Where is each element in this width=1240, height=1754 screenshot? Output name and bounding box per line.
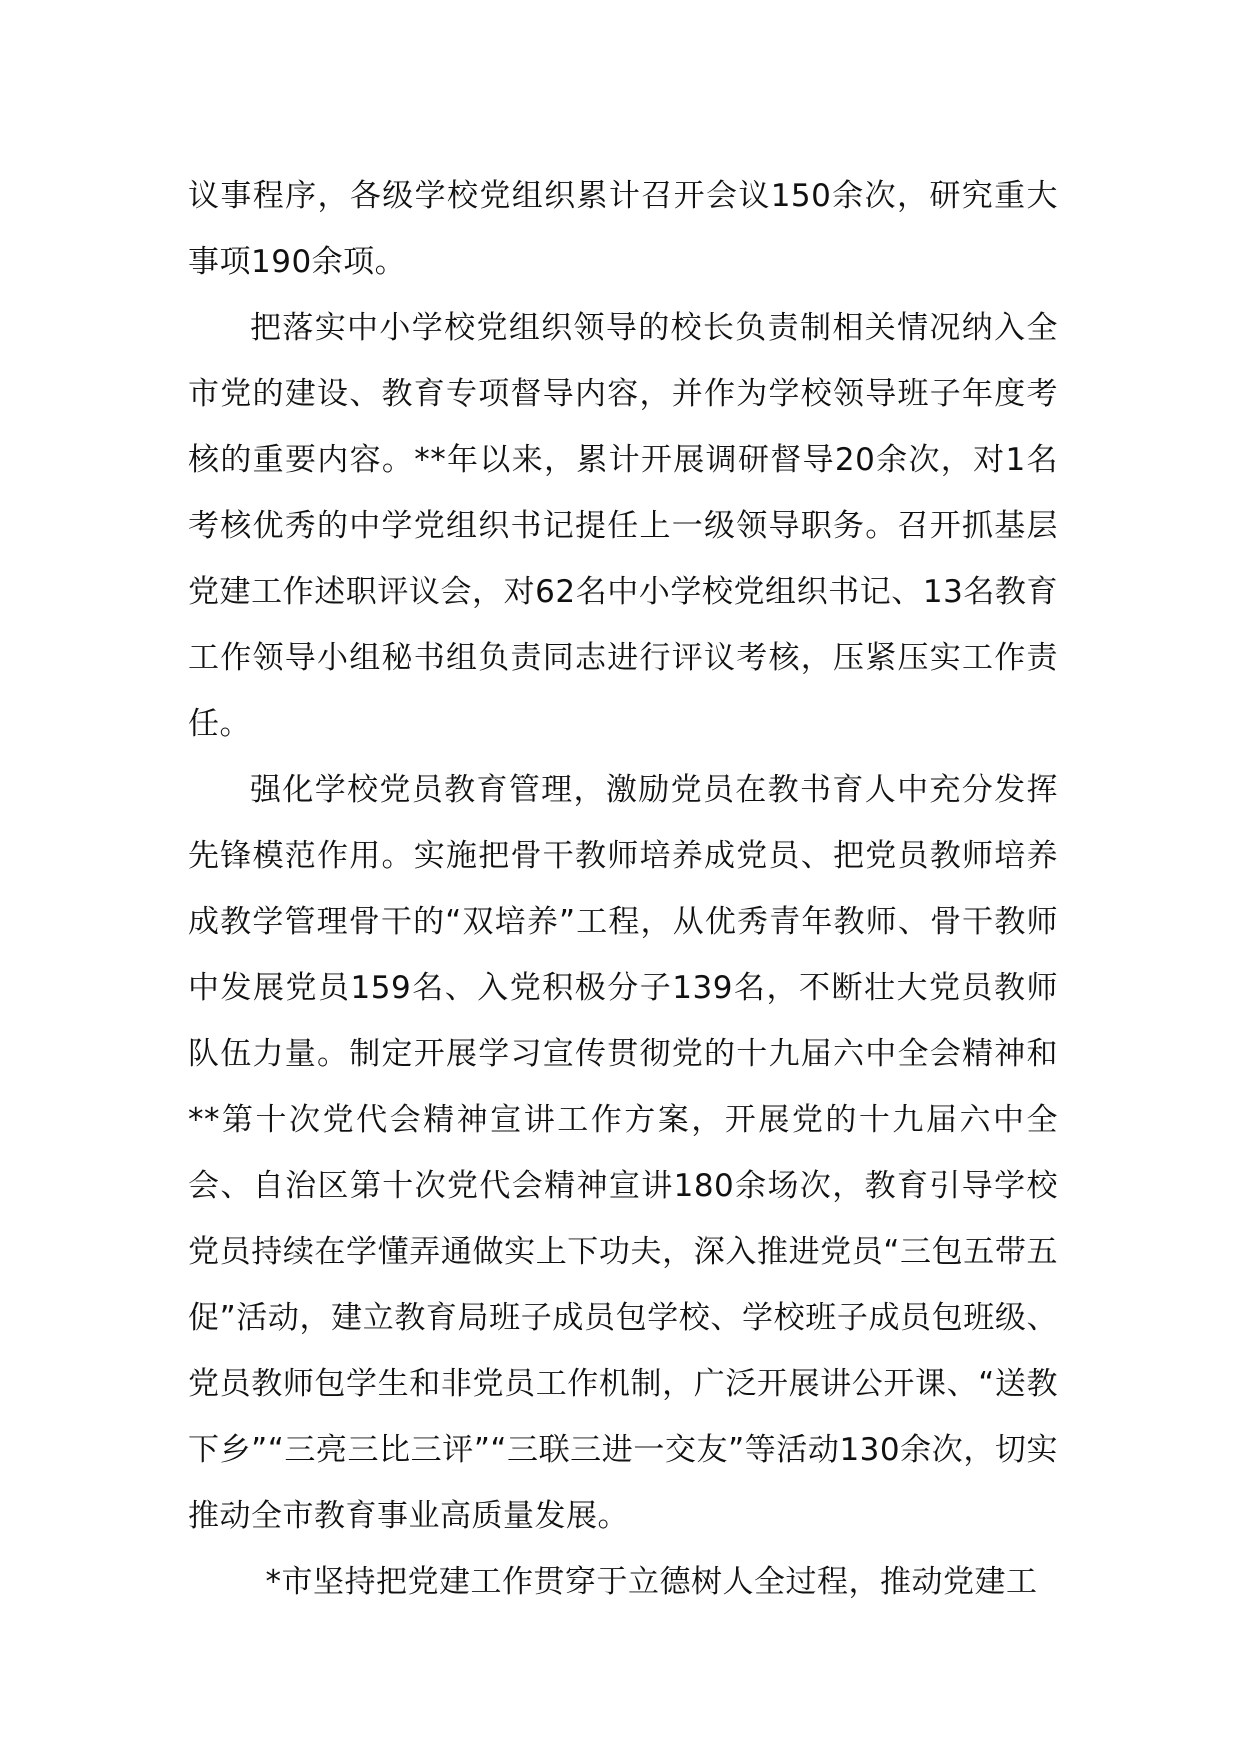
paragraph-party-member-education: 强化学校党员教育管理，激励党员在教书育人中充分发挥先锋模范作用。实施把骨干教师培养成党员、把党员教师培养成教学管理骨干的“双培养”工程，从优秀青年教师、骨干教师中发展党员159名、入党积极分子139名，不断壮大党员教师队伍力量。制定开展学习宣传贯彻党的十九届六中全会精神和**第十次党代会精神宣讲工作方案，开展党的十九届六中全会、自治区第十次党代会精神宣讲180余场次，教育引导学校党员持续在学懂弄通做实上下功夫，深入推进党员“三包五带五促”活动，建立教育局班子成员包学校、学校班子成员包班级、党员教师包学生和非党员工作机制，广泛开展讲公开课、“送教下乡”“三亮三比三评”“三联三进一交友”等活动130余次，切实推动全市教育事业高质量发展。 xyxy=(188,772,1058,1534)
paragraph-moral-education: *市坚持把党建工作贯穿于立德树人全过程，推动党建工 xyxy=(265,1564,1038,1600)
paragraph-continuation: 议事程序，各级学校党组织累计召开会议150余次，研究重大事项190余项。 xyxy=(188,178,1058,280)
document-body xyxy=(188,163,1058,1615)
paragraph-supervision: 把落实中小学校党组织领导的校长负责制相关情况纳入全市党的建设、教育专项督导内容，并作为学校领导班子年度考核的重要内容。**年以来，累计开展调研督导20余次，对1名考核优秀的中学党组织书记提任上一级领导职务。召开抓基层党建工作述职评议会，对62名中小学校党组织书记、13名教育工作领导小组秘书组负责同志进行评议考核，压紧压实工作责任。 xyxy=(188,310,1058,742)
